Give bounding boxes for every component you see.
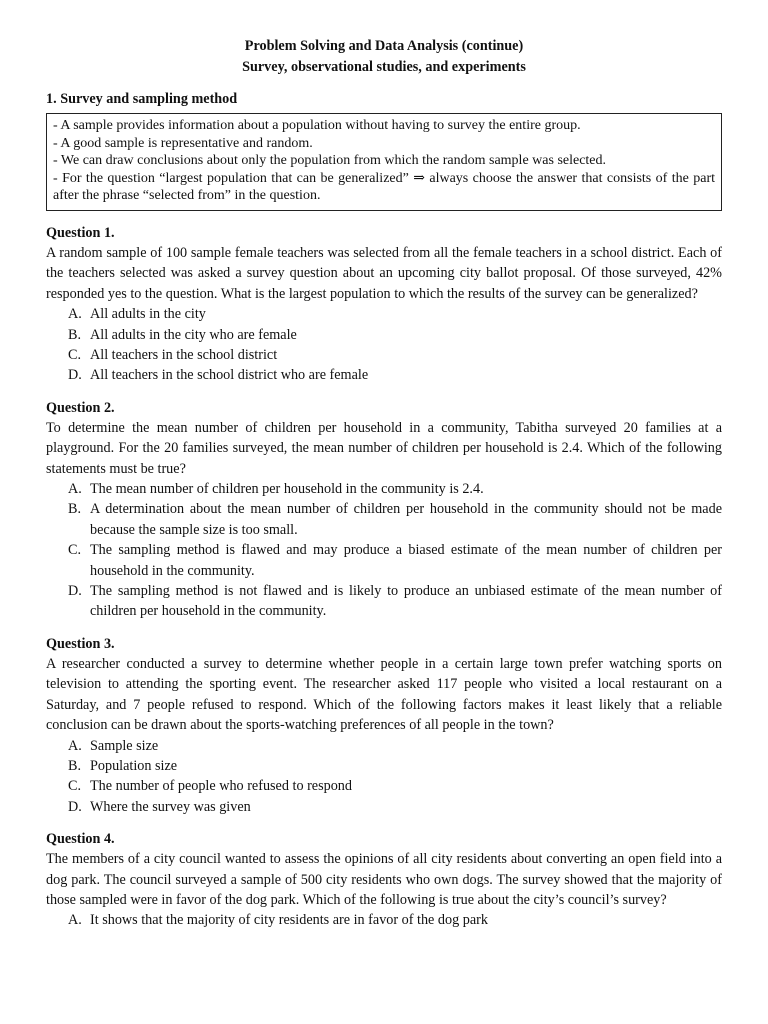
question-text: To determine the mean number of children per household in a community, Tabitha surveyed 20 families at a playground. For the 20 families surveyed, the mean number of children per household is 2.4. Which of the following statements must be true? <box>46 419 722 477</box>
option-text: Where the survey was given <box>90 798 251 815</box>
option-letter: D. <box>68 798 82 815</box>
question-heading: Question 2. <box>46 399 115 416</box>
answer-option-a <box>46 736 722 756</box>
key-notes-box <box>46 113 722 211</box>
question-text: The members of a city council wanted to assess the opinions of all city residents about converting an open field into a dog park. The council surveyed a sample of 500 city residents who own dogs. The survey showed that the majority of those sampled were in favor of the dog park. Which of the following is true about the city’s council’s survey? <box>46 851 722 908</box>
answer-options <box>46 479 722 622</box>
option-letter: C. <box>68 347 82 363</box>
option-text: The sampling method is flawed and may produce a biased estimate of the mean number of children per household in the community. <box>90 542 722 579</box>
answer-option-a <box>46 479 722 499</box>
question-text: A researcher conducted a survey to determine whether people in a certain large town prefer watching sports on television to attending the sporting event. The researcher asked 117 people who visited a local restaurant on a Saturday, and 7 people refused to respond. Which of the following factors makes it least likely that a reliable conclusion can be drawn about the sports-watching preferences of all people in the town? <box>46 655 722 734</box>
question-heading: Question 1. <box>46 224 115 241</box>
answer-option-c <box>46 345 722 365</box>
question-4 <box>46 829 722 931</box>
answer-option-b <box>46 756 722 776</box>
question-text: A random sample of 100 sample female teachers was selected from all the female teachers in a school district. Each of the teachers selected was asked a survey question about an upcoming city ballot proposal. Of those surveyed, 42% responded yes to the question. What is the largest population to which the results of the survey can be generalized? <box>46 244 722 302</box>
note-line: - For the question “largest population that can be generalized” ⇒ always choose the answer that consists of the part after the phrase “selected from” in the question. <box>53 170 715 204</box>
question-3 <box>46 634 722 817</box>
answer-option-d <box>46 581 722 622</box>
option-text: The mean number of children per household in the community is 2.4. <box>90 481 484 498</box>
option-letter: B. <box>68 757 82 774</box>
option-text: All teachers in the school district <box>90 347 278 363</box>
option-text: Sample size <box>90 737 159 754</box>
answer-option-d <box>46 797 722 817</box>
answer-options <box>46 910 722 930</box>
option-text: A determination about the mean number of children per household in the community should not be made because the sample size is too small. <box>90 501 722 538</box>
answer-option-c <box>46 540 722 581</box>
answer-option-d <box>46 365 722 385</box>
option-letter: B. <box>68 326 82 343</box>
option-letter: C. <box>68 542 82 559</box>
option-letter: A. <box>68 737 82 754</box>
option-letter: B. <box>68 501 82 518</box>
answer-option-b <box>46 499 722 540</box>
option-letter: D. <box>68 583 82 600</box>
option-letter: C. <box>68 778 82 795</box>
answer-option-a <box>46 910 722 930</box>
option-letter: A. <box>68 912 82 929</box>
page-subtitle: Survey, observational studies, and experiments <box>242 59 526 75</box>
option-text: All adults in the city <box>90 306 206 323</box>
option-letter: A. <box>68 306 82 323</box>
option-text: All adults in the city who are female <box>90 326 297 343</box>
option-letter: D. <box>68 367 82 384</box>
option-letter: A. <box>68 481 82 498</box>
question-1 <box>46 223 722 386</box>
note-line: - A sample provides information about a population without having to survey the entire group. <box>53 118 581 133</box>
note-line: - We can draw conclusions about only the population from which the random sample was selected. <box>53 153 607 169</box>
answer-option-a <box>46 304 722 324</box>
question-heading: Question 4. <box>46 831 115 848</box>
option-text: Population size <box>90 757 178 774</box>
option-text: The number of people who refused to respond <box>90 778 352 795</box>
answer-option-b <box>46 325 722 345</box>
question-2 <box>46 398 722 622</box>
section-heading: 1. Survey and sampling method <box>46 91 238 107</box>
option-text: It shows that the majority of city residents are in favor of the dog park <box>90 912 488 929</box>
question-heading: Question 3. <box>46 635 115 652</box>
option-text: All teachers in the school district who are female <box>90 367 369 384</box>
answer-options <box>46 304 722 386</box>
note-line: - A good sample is representative and random. <box>53 135 313 151</box>
page-title: Problem Solving and Data Analysis (continue) <box>244 38 524 54</box>
answer-option-c <box>46 776 722 796</box>
option-text: The sampling method is not flawed and is likely to produce an unbiased estimate of the mean number of children per household in the community. <box>90 583 722 620</box>
answer-options <box>46 736 722 818</box>
